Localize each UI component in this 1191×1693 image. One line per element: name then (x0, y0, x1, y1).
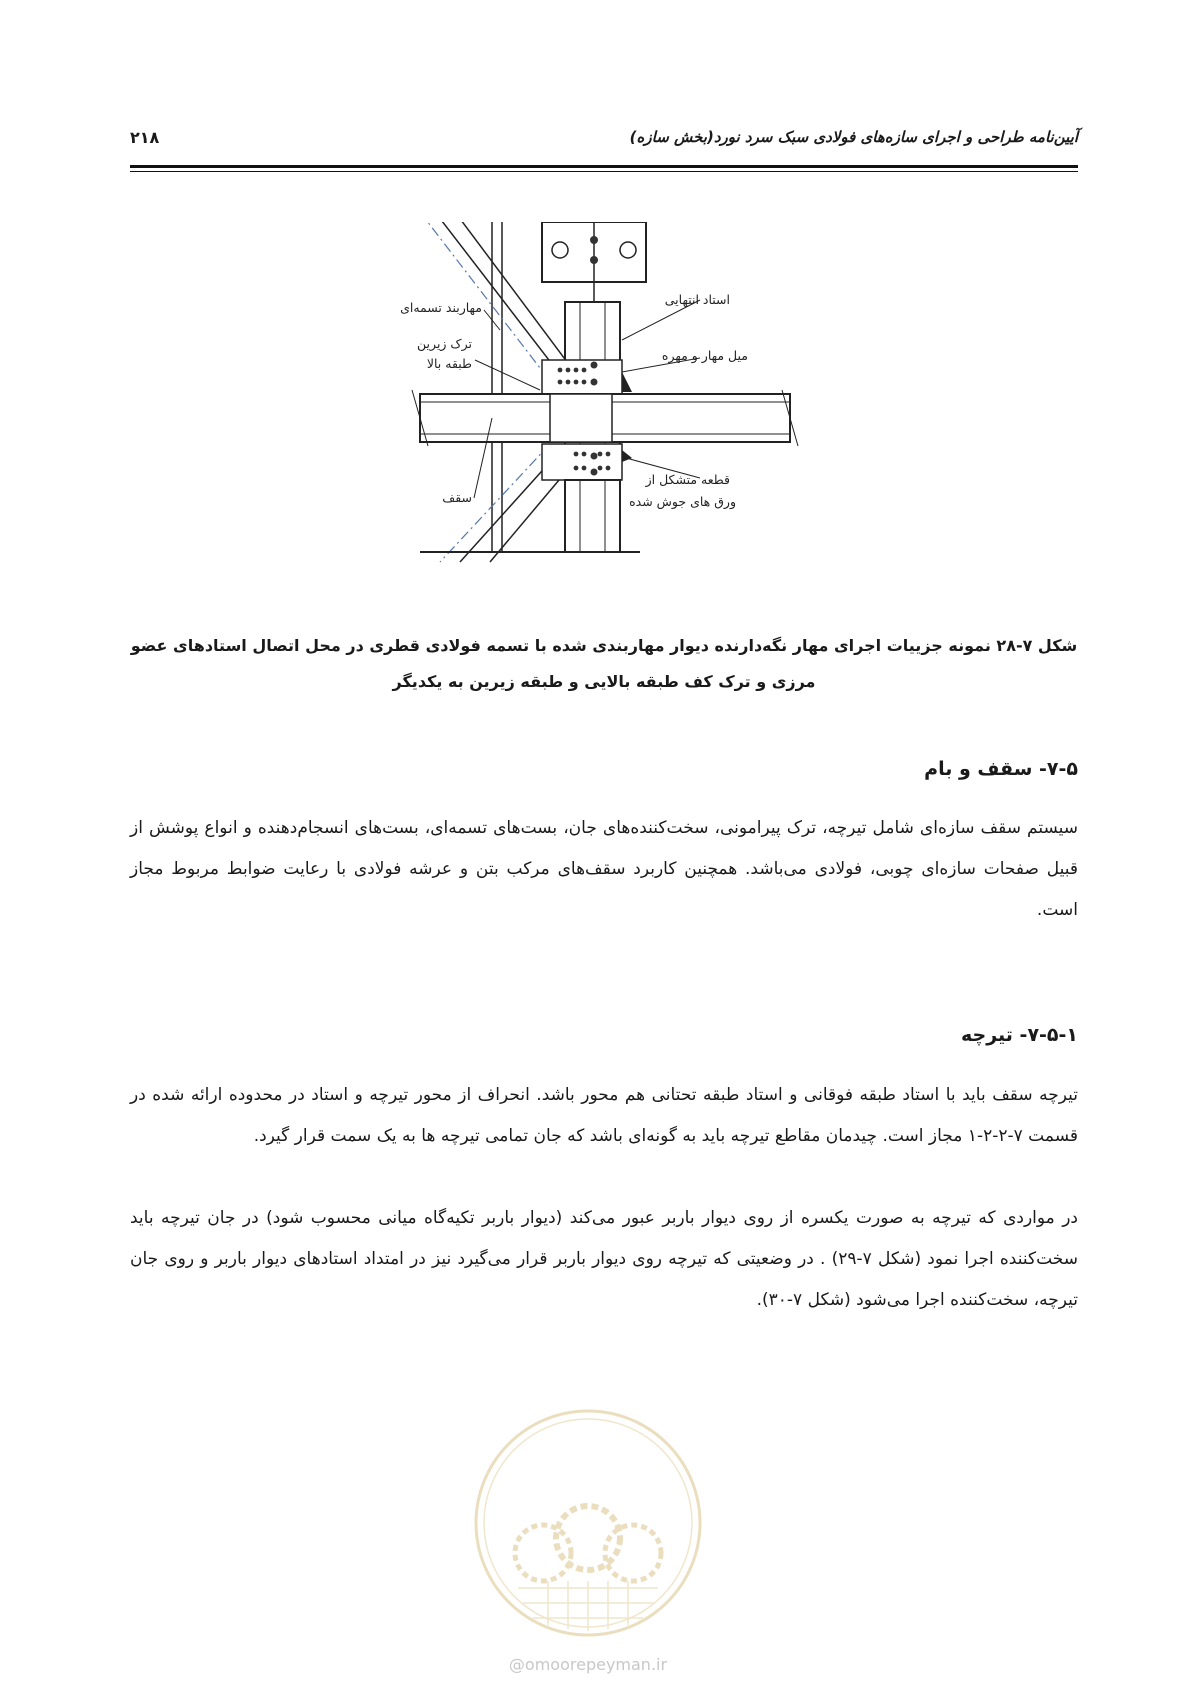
watermark-url: @omoorepeyman.ir (508, 1655, 668, 1674)
label-strap-brace: مهاربند تسمه‌ای (400, 300, 482, 315)
running-title: آیین‌نامه طراحی و اجرای سازه‌های فولادی سبک سرد نورد(بخش سازه) (629, 128, 1078, 146)
caption-line-2: مرزی و ترک کف طبقه بالایی و طبقه زیرین به یکدیگر (392, 672, 816, 691)
caption-line-1: شکل ۷-۲۸ نمونه جزییات اجرای مهار نگه‌دارنده دیوار مهاربندی شده با تسمه فولادی قطری در محل اتصال استادهای عضو (130, 636, 1078, 655)
header-rule (130, 165, 1078, 168)
label-rod-nut: میل مهار و مهره (661, 348, 748, 363)
figure-caption (130, 628, 1078, 700)
page-number: ۲۱۸ (130, 127, 160, 147)
subsection-paragraph-2: در مواردی که تیرچه به صورت یکسره از روی دیوار باربر عبور می‌کند (دیوار باربر تکیه‌گاه میانی محسوب شود) در جان تیرچه باید سخت‌کننده اجرا نمود (شکل ۷-۲۹) . در وضعیتی که تیرچه روی دیوار باربر قرار می‌گیرد نیز در امتداد استادهای دیوار باربر و روی جان تیرچه، سخت‌کننده اجرا می‌شود (شکل ۷-۳۰). (130, 1208, 1078, 1310)
label-end-stud: استاد انتهایی (664, 292, 730, 307)
label-welded-1: قطعه متشکل از (645, 472, 730, 487)
lower-weld-plate (542, 444, 622, 480)
label-welded-2: ورق های جوش شده (629, 494, 736, 509)
page-header (130, 122, 1078, 152)
label-lower-chord-2: طبقه بالا (426, 356, 472, 371)
subsection-paragraph-1: تیرچه سقف باید با استاد طبقه فوقانی و استاد طبقه تحتانی هم محور باشد. انحراف از محور تیرچه و استاد در محدوده ارائه شده در قسمت ۷-۲-۲-۱ مجاز است. چیدمان مقاطع تیرچه باید به گونه‌ای باشد که جان تمامی تیرچه ها به یک سمت قرار گیرد. (130, 1085, 1078, 1146)
upper-weld-plate (542, 360, 622, 394)
section-paragraph: سیستم سقف سازه‌ای شامل تیرچه، ترک پیرامونی، سخت‌کننده‌های جان، بست‌های تسمه‌ای، بست‌های انسجام‌دهنده و انواع پوشش از قبیل صفحات سازه‌ای چوبی، فولادی می‌باشد. همچنین کاربرد سقف‌های مرکب بتن و عرشه فولادی با رعایت ضوابط مربوط مجاز است. (130, 818, 1078, 920)
connection-detail-figure (400, 222, 810, 597)
section-heading: ۷-۵- سقف و بام (924, 758, 1078, 780)
label-lower-chord-1: ترک زیرین (417, 336, 472, 351)
header-rule-thin (130, 171, 1078, 172)
lower-stud (565, 480, 620, 552)
watermark-logo (468, 1403, 708, 1693)
label-floor: سقف (442, 490, 472, 505)
subsection-heading: ۷-۵-۱- تیرچه (961, 1024, 1078, 1046)
